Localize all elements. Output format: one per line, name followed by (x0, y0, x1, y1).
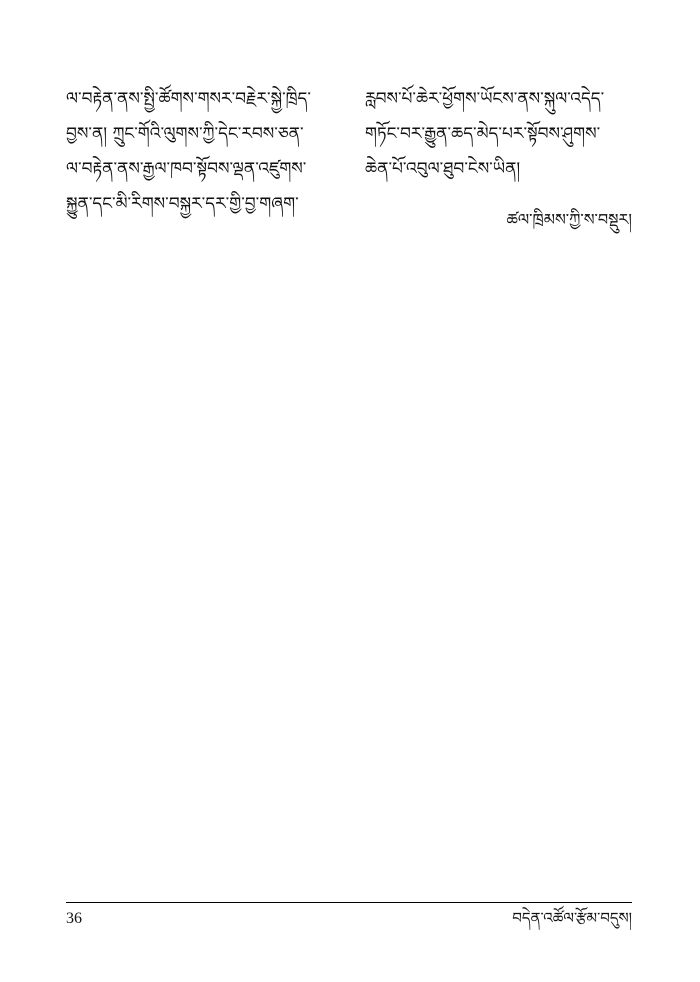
running-title: བདེན་འཚོལ་རྩོམ་བདུས། (512, 909, 632, 927)
text-line: བྱས་ན། ཀྲུང་གོའི་ལུགས་ཀྱི་དེང་རབས་ཅན་ (66, 124, 304, 144)
text-line: གཏོང་བར་རྒྱུན་ཆད་མེད་པར་སྟོབས་ཤུགས་ (365, 124, 601, 144)
left-text-column (66, 82, 348, 222)
text-line: ཆེན་པོ་འབུལ་ཐུབ་ངེས་ཡིན། (365, 159, 521, 179)
text-line: སྐྱུན་དང་མི་རིགས་བསྐྱར་དར་གྱི་བྱ་གཞག་ (66, 194, 299, 214)
footer-divider (66, 902, 632, 903)
text-line: ལ་བརྟེན་ནས་སྤྱི་ཚོགས་གསར་བརྗེར་སྐྱེ་ཁྲིད་ (66, 89, 311, 109)
text-line: ལ་བརྟེན་ནས་རྒྱལ་ཁབ་སྟོབས་ལྡན་འཛུགས་ (66, 159, 307, 179)
text-line: རླབས་པོ་ཆེར་ཕྱོགས་ཡོངས་ནས་སྐུལ་འདེད་ (365, 89, 605, 109)
right-text-column (365, 82, 645, 187)
page-number: 36 (66, 910, 82, 927)
author-signature: ཚལ་ཁྲིམས་ཀྱི་ས་བསྡུར། (506, 210, 632, 229)
